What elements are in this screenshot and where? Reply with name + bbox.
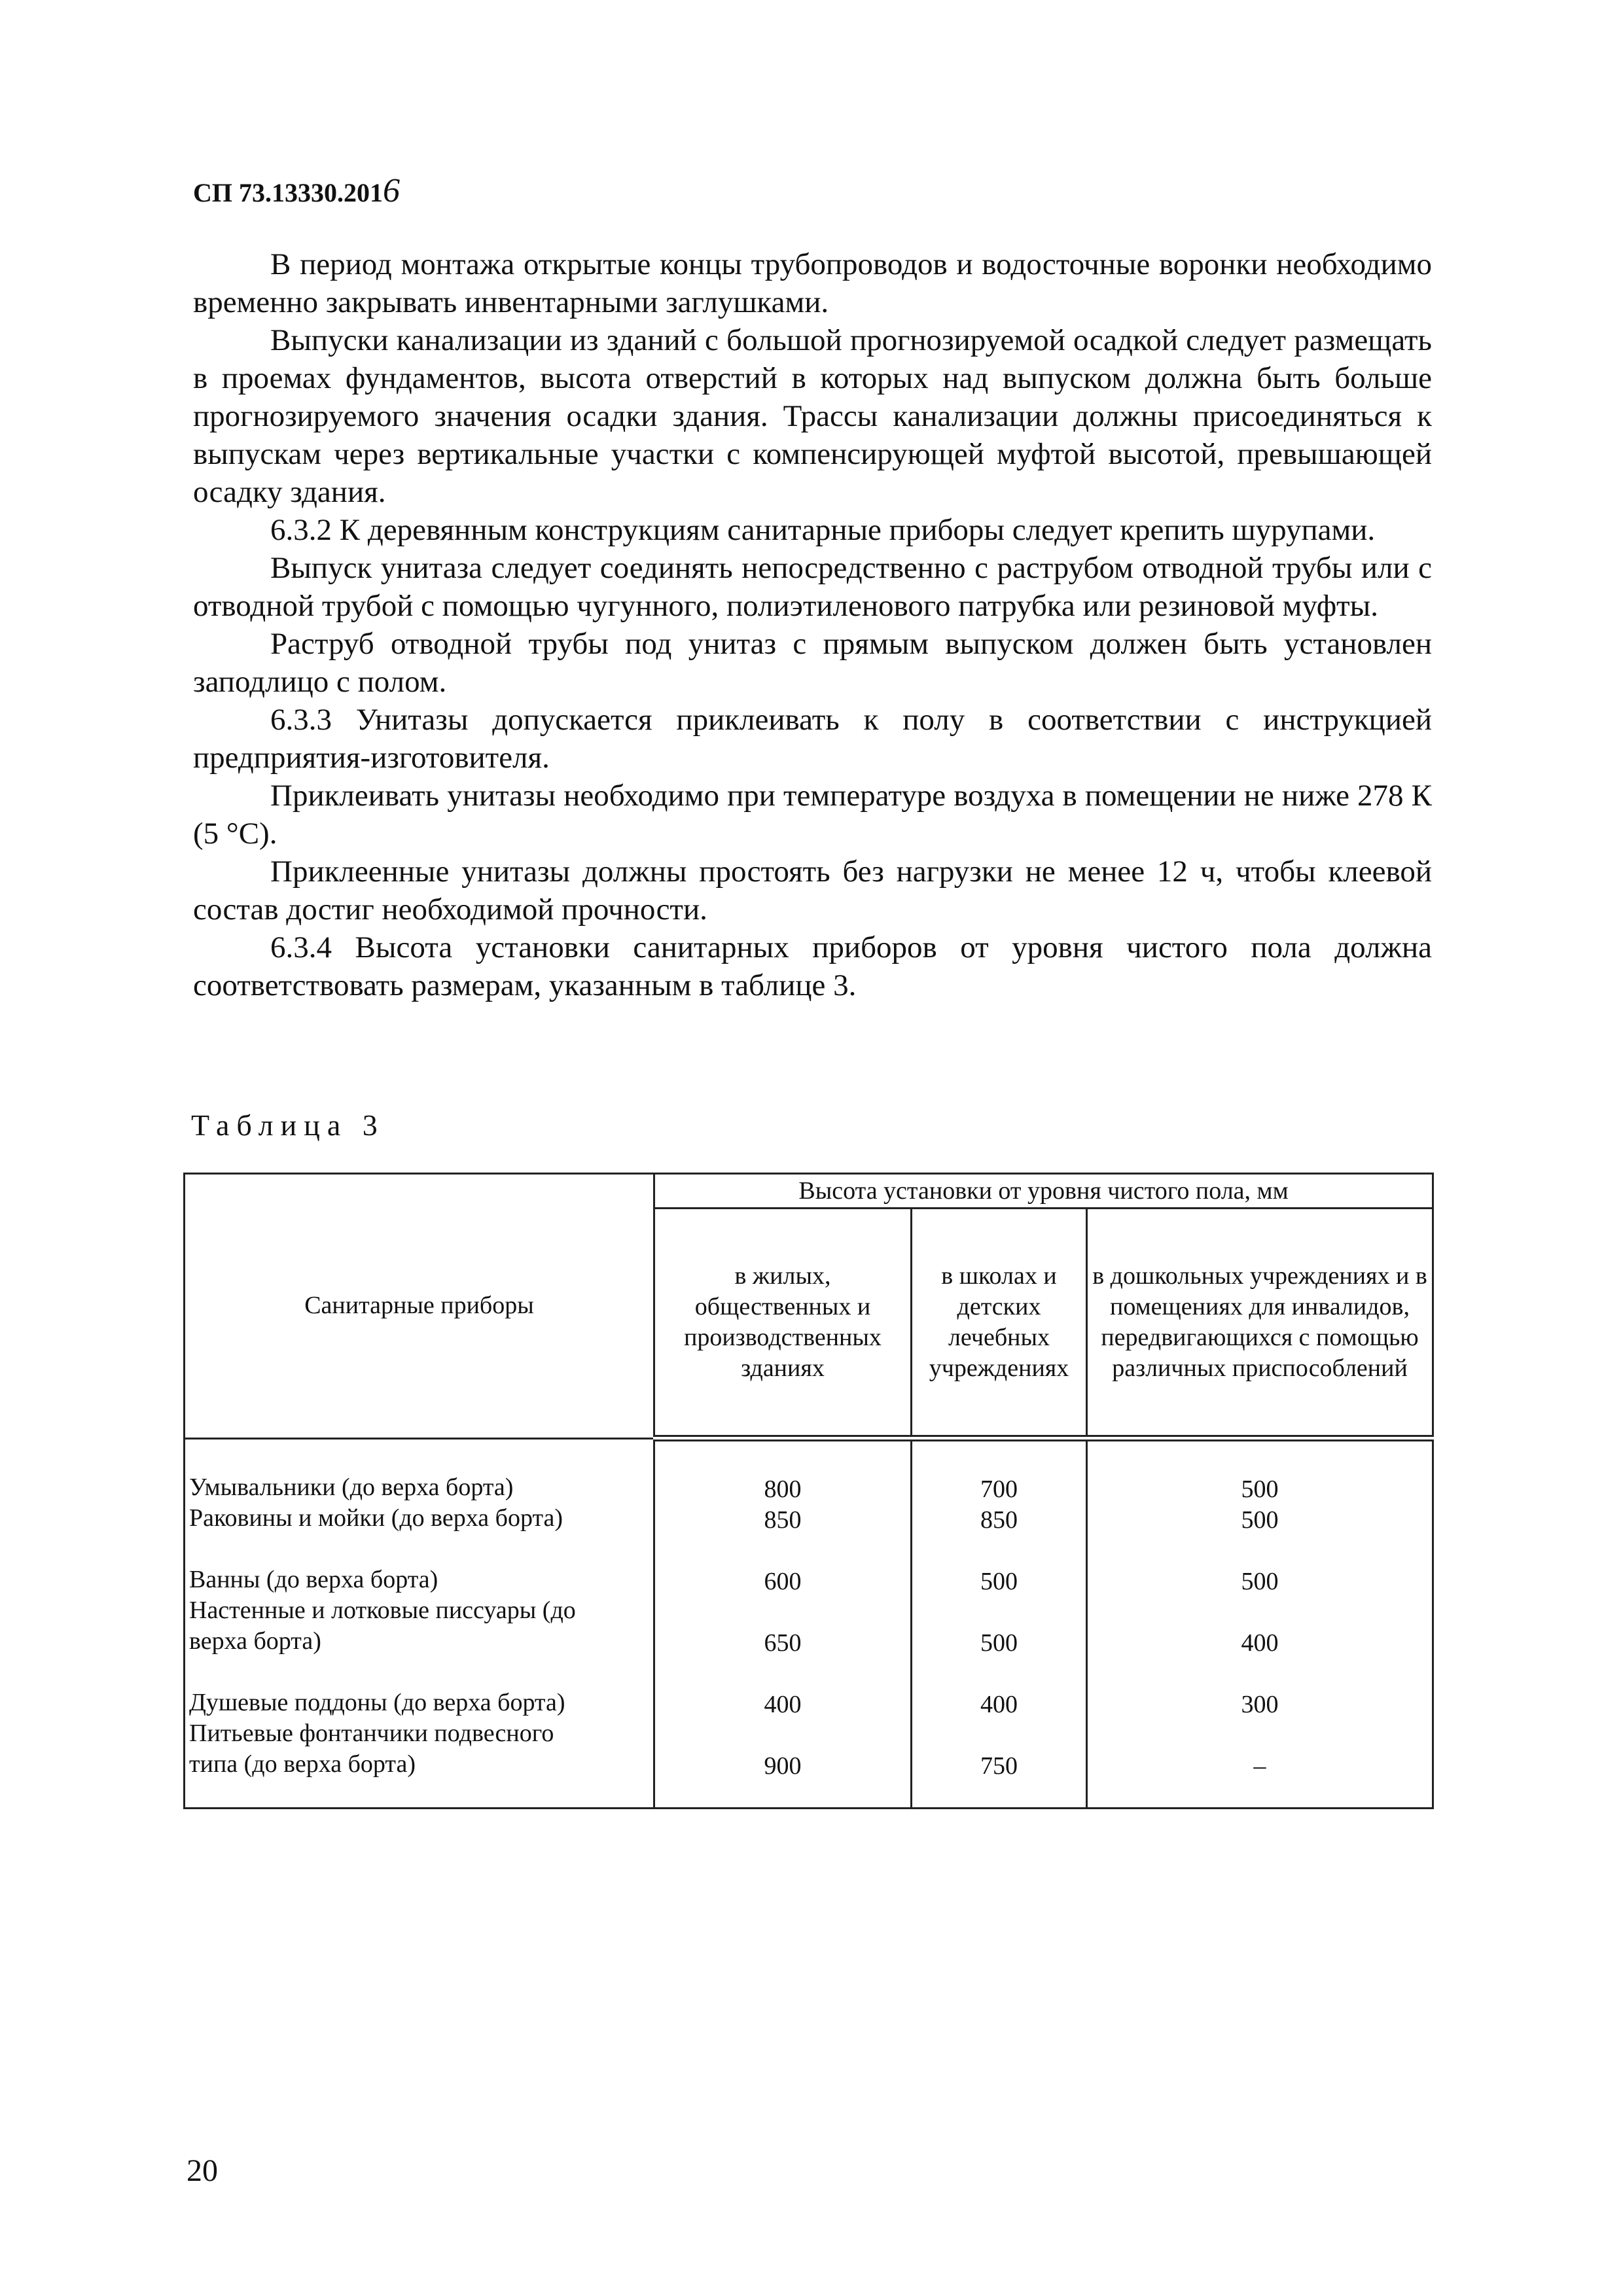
header-residential: в жилых, общественных и производственных зданиях <box>654 1209 912 1439</box>
paragraph: В период монтажа открытые концы трубопроводов и водосточные воронки необходимо временно закрывать инвентарными заглушками. <box>193 247 1432 319</box>
fixture-name: верха борта) <box>189 1627 321 1655</box>
table-caption: Таблица 3 <box>191 1108 385 1142</box>
table-value: 400 <box>1241 1629 1279 1657</box>
header-schools: в школах и детских лечебных учреждениях <box>912 1209 1087 1439</box>
paragraph: Раструб отводной трубы под унитаз с прямым выпуском должен быть установлен заподлицо с полом. <box>193 627 1432 699</box>
fixture-name: Ванны (до верха борта) <box>189 1565 438 1593</box>
document-code-text: СП 73.13330.201 <box>193 178 383 207</box>
table-value: 400 <box>764 1691 802 1718</box>
paragraph: Приклеивать унитазы необходимо при температуре воздуха в помещении не ниже 278 К (5 °С). <box>193 779 1432 851</box>
residential-values-cell <box>654 1438 912 1809</box>
paragraph: 6.3.4 Высота установки санитарных приборов от уровня чистого пола должна соответствовать размерам, указанным в таблице 3. <box>193 930 1432 1002</box>
paragraph: Выпуск унитаза следует соединять непосредственно с раструбом отводной трубы или с отводной трубой с помощью чугунного, полиэтиленового патрубка или резиновой муфты. <box>193 551 1432 623</box>
fixture-name: Питьевые фонтанчики подвесного <box>189 1719 554 1747</box>
fixture-name: Душевые поддоны (до верха борта) <box>189 1688 565 1716</box>
table-value: 650 <box>764 1629 802 1657</box>
fixture-name: Настенные и лотковые писсуары (до <box>189 1596 576 1624</box>
document-code <box>193 171 400 210</box>
page-number: 20 <box>187 2153 218 2188</box>
paragraph: 6.3.2 К деревянным конструкциям санитарные приборы следует крепить шурупами. <box>270 513 1376 547</box>
fixture-name: типа (до верха борта) <box>189 1750 416 1778</box>
table-value: 850 <box>980 1506 1018 1534</box>
table-value: 300 <box>1241 1691 1279 1718</box>
table-value: 400 <box>980 1691 1018 1718</box>
body-text <box>193 245 1432 1004</box>
header-fixture: Санитарные приборы <box>185 1174 654 1439</box>
paragraph: Выпуски канализации из зданий с большой прогнозируемой осадкой следует размещать в проемах фундаментов, высота отверстий в которых над выпуском должна быть больше прогнозируемого значения осадки здания. Трассы канализации должны присоединяться к выпускам через вертикальные участки с компенсирующей муфтой высотой, превышающей осадку здания. <box>193 323 1432 509</box>
fixture-name-cell <box>185 1438 654 1809</box>
table-value: 500 <box>980 1568 1018 1595</box>
table-value: 500 <box>1241 1475 1279 1503</box>
table-value: – <box>1253 1752 1266 1780</box>
paragraph: Приклеенные унитазы должны простоять без нагрузки не менее 12 ч, чтобы клеевой состав достиг необходимой прочности. <box>193 855 1432 927</box>
table-value: 850 <box>764 1506 802 1534</box>
table-value: 750 <box>980 1752 1018 1780</box>
header-height-group: Высота установки от уровня чистого пола, мм <box>654 1174 1433 1209</box>
schools-values-cell <box>912 1438 1087 1809</box>
table-value: 900 <box>764 1752 802 1780</box>
table-value: 500 <box>980 1629 1018 1657</box>
fixture-name: Раковины и мойки (до верха борта) <box>189 1504 563 1532</box>
preschool-values-cell <box>1087 1438 1433 1809</box>
table-value: 600 <box>764 1568 802 1595</box>
document-code-handwritten-digit: 6 <box>383 172 400 209</box>
table-row <box>185 1438 1433 1809</box>
table-value: 500 <box>1241 1568 1279 1595</box>
table-value: 700 <box>980 1475 1018 1503</box>
header-preschool: в дошкольных учреждениях и в помещениях для инвалидов, передвигающихся с помощью различных приспособлений <box>1087 1209 1433 1439</box>
table-value: 500 <box>1241 1506 1279 1534</box>
fixture-name: Умывальники (до верха борта) <box>189 1473 514 1501</box>
fixture-height-table <box>183 1173 1434 1809</box>
paragraph: 6.3.3 Унитазы допускается приклеивать к полу в соответствии с инструкцией предприятия-изготовителя. <box>193 703 1432 775</box>
table-value: 800 <box>764 1475 802 1503</box>
